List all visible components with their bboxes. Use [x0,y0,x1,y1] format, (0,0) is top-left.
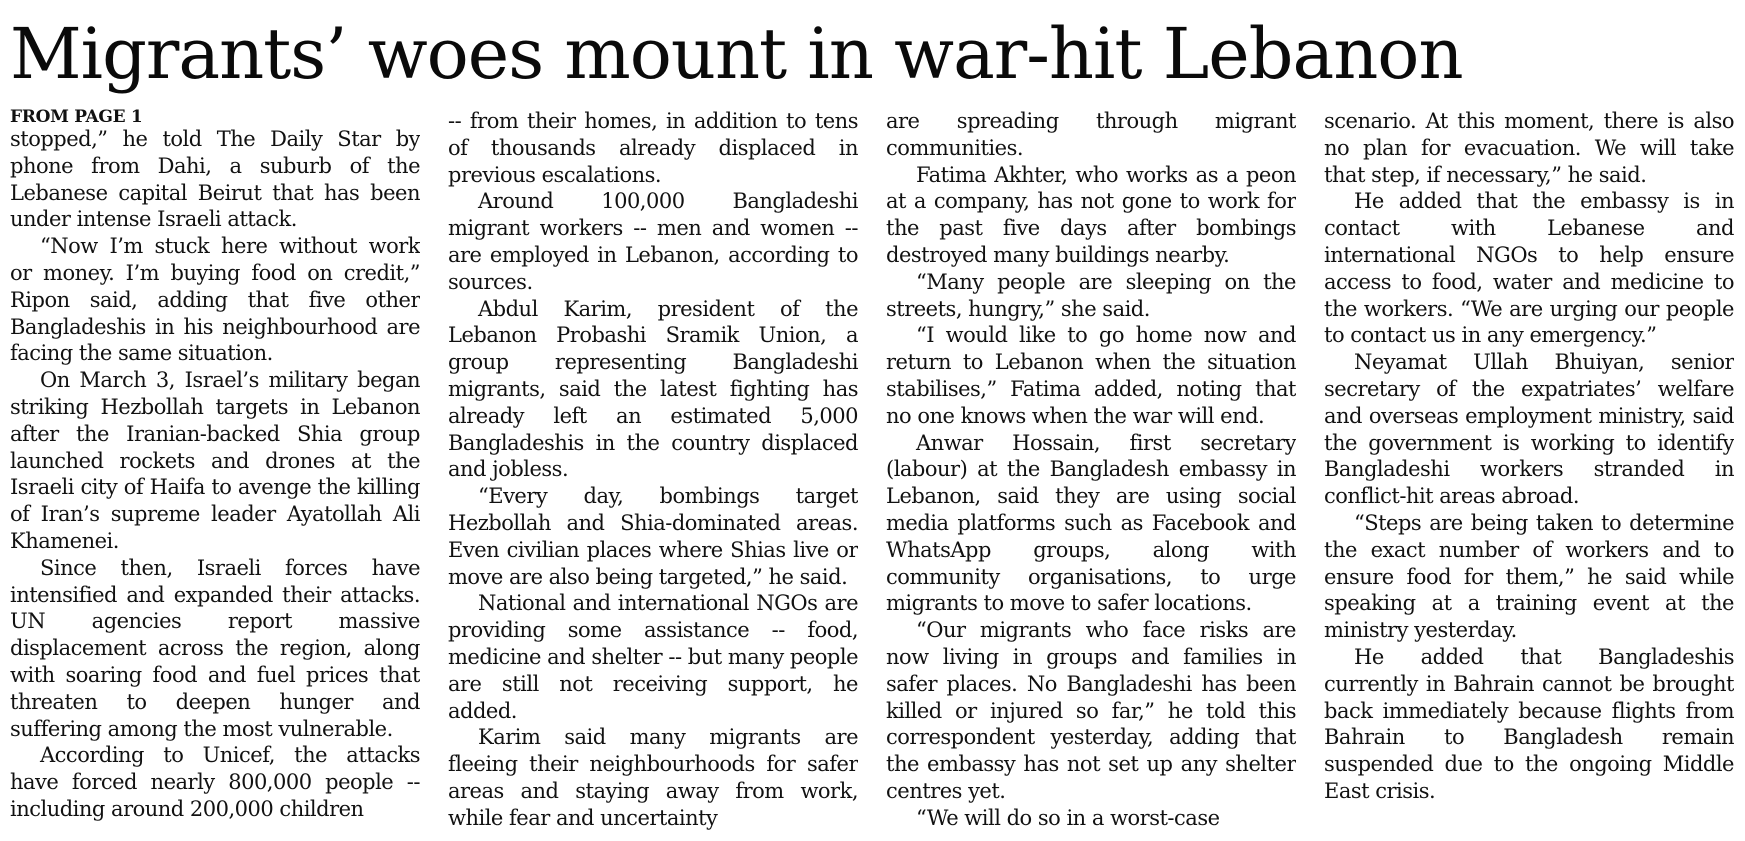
paragraph: are spreading through migrant communities. [886,109,1296,160]
paragraph: “Every day, bombings target Hezbollah and Shia-dominated areas. Even civilian places where Shias live or move are also being targeted,” he said. [448,484,858,589]
paragraph: Neyamat Ullah Bhuiyan, senior secretary of the expatriates’ welfare and overseas employment ministry, said the government is working to identify Bangladeshi workers stranded in conflict-hit areas abroad. [1324,350,1734,509]
column-3 [886,108,1296,838]
paragraph: On March 3, Israel’s military began striking Hezbollah targets in Lebanon after the Iranian-backed Shia group launched rockets and drones at the Israeli city of Haifa to avenge the killing of Iran’s supreme leader Ayatollah Ali Khamenei. [10,368,420,553]
paragraph: stopped,” he told The Daily Star by phone from Dahi, a suburb of the Lebanese capital Beirut that has been under intense Israeli attack. [10,127,420,232]
paragraph: According to Unicef, the attacks have forced nearly 800,000 people -- including around 200,000 children [10,743,420,821]
paragraph: Abdul Karim, president of the Lebanon Probashi Sramik Union, a group representing Bangladeshi migrants, said the latest fighting has already left an estimated 5,000 Bangladeshis in the country displaced and jobless. [448,296,858,482]
column-4 [1324,108,1734,838]
paragraph: Fatima Akhter, who works as a peon at a company, has not gone to work for the past five days after bombings destroyed many buildings nearby. [886,162,1296,267]
paragraph: “Many people are sleeping on the streets, hungry,” she said. [886,269,1296,321]
paragraph: Since then, Israeli forces have intensified and expanded their attacks. UN agencies report massive displacement across the region, along with soaring food and fuel prices that threaten to deepen hunger and suffering among the most vulnerable. [10,555,420,741]
continuation-kicker: FROM PAGE 1 [10,108,143,127]
article-body [10,108,1735,838]
paragraph: “Steps are being taken to determine the exact number of workers and to ensure food for them,” he said while speaking at a training event at the ministry yesterday. [1324,510,1734,643]
paragraph: “Now I’m stuck here without work or money. I’m buying food on credit,” Ripon said, adding that five other Bangladeshis in his neighbourhood are facing the same situation. [10,234,420,366]
paragraph: -- from their homes, in addition to tens of thousands already displaced in previous escalations. [448,109,858,187]
paragraph: “We will do so in a worst-case [916,805,1220,830]
column-2 [448,108,858,838]
paragraph: “I would like to go home now and return to Lebanon when the situation stabilises,” Fatima added, noting that no one knows when the war will end. [886,323,1296,428]
paragraph: He added that the embassy is in contact with Lebanese and international NGOs to help ensure access to food, water and medicine to the workers. “We are urging our people to contact us in any emergency.” [1324,189,1734,348]
column-1 [10,108,420,838]
paragraph: Karim said many migrants are fleeing their neighbourhoods for safer areas and staying away from work, while fear and uncertainty [448,725,858,830]
paragraph: “Our migrants who face risks are now living in groups and families in safer places. No Bangladeshi has been killed or injured so far,” he told this correspondent yesterday, adding that the embassy has not set up any shelter centres yet. [886,618,1296,803]
paragraph: scenario. At this moment, there is also no plan for evacuation. We will take that step, if necessary,” he said. [1324,109,1734,187]
paragraph: Anwar Hossain, first secretary (labour) at the Bangladesh embassy in Lebanon, said they are using social media platforms such as Facebook and WhatsApp groups, along with community organisations, to urge migrants to move to safer locations. [886,430,1296,616]
paragraph: He added that Bangladeshis currently in Bahrain cannot be brought back immediately because flights from Bahrain to Bangladesh remain suspended due to the ongoing Middle East crisis. [1324,644,1734,803]
paragraph: National and international NGOs are providing some assistance -- food, medicine and shelter -- but many people are still not receiving support, he added. [448,591,858,723]
article-headline: Migrants’ woes mount in war-hit Lebanon [10,13,1463,95]
paragraph: Around 100,000 Bangladeshi migrant workers -- men and women -- are employed in Lebanon, according to sources. [448,189,858,294]
